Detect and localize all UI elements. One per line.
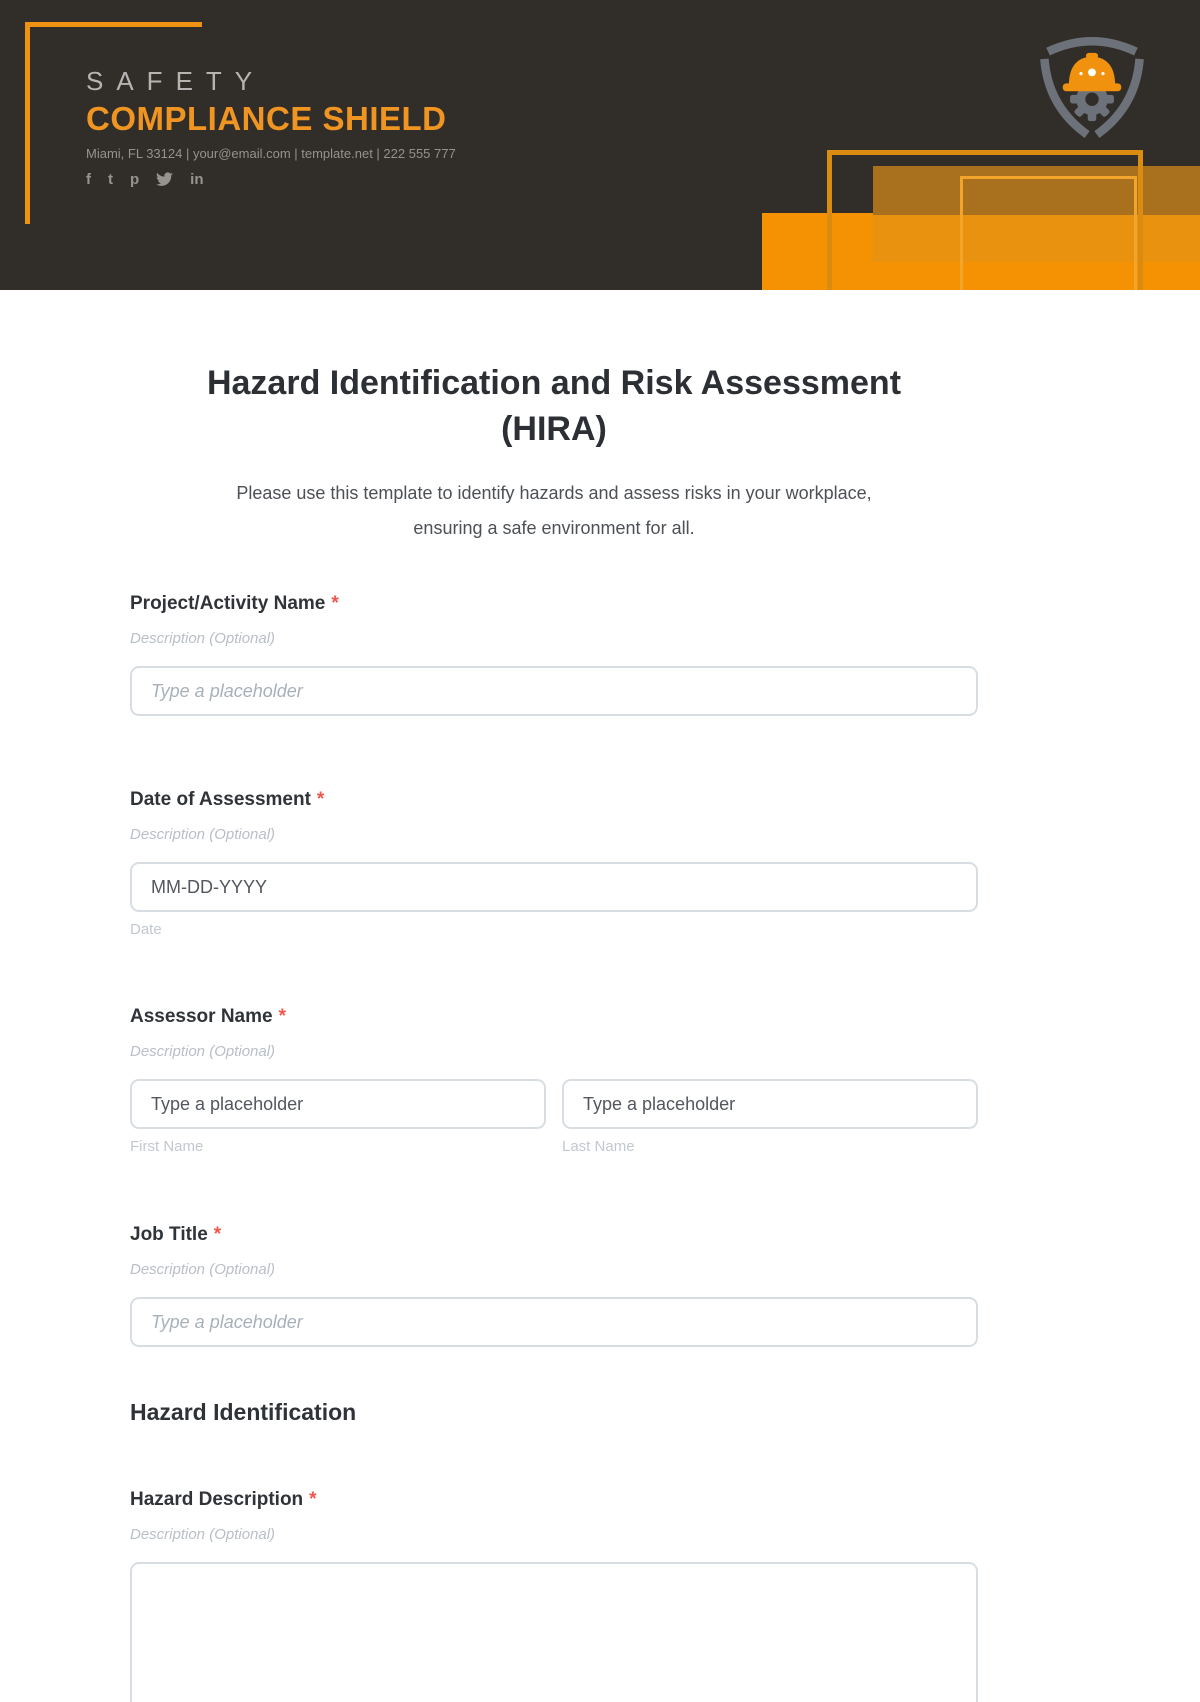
page-subtitle-line2: ensuring a safe environment for all. bbox=[413, 518, 695, 538]
pinterest-icon[interactable]: p bbox=[130, 170, 140, 188]
field-hazard-description bbox=[130, 1488, 978, 1702]
job-title-input[interactable] bbox=[130, 1297, 978, 1347]
brand-top-text: SAFETY bbox=[86, 66, 266, 96]
field-assessor-name bbox=[130, 1005, 978, 1155]
last-name-group bbox=[562, 1079, 978, 1155]
date-caption: Date bbox=[130, 921, 162, 938]
decor-rect-outline-inner bbox=[960, 176, 1137, 290]
page-subtitle bbox=[130, 476, 978, 546]
required-asterisk: * bbox=[278, 1006, 286, 1027]
last-name-caption: Last Name bbox=[562, 1138, 635, 1155]
page-title-line2: (HIRA) bbox=[501, 410, 607, 448]
first-name-input[interactable] bbox=[130, 1079, 546, 1129]
section-heading-hazard-identification: Hazard Identification bbox=[130, 1399, 357, 1425]
field-label bbox=[130, 788, 978, 812]
twitter-icon[interactable] bbox=[156, 172, 173, 187]
field-job-title bbox=[130, 1223, 978, 1347]
facebook-icon[interactable]: f bbox=[86, 170, 91, 188]
first-name-group bbox=[130, 1079, 546, 1155]
page-subtitle-line1: Please use this template to identify hazards and assess risks in your workplace, bbox=[236, 483, 872, 503]
corner-bracket-horizontal bbox=[25, 22, 202, 27]
field-description: Description (Optional) bbox=[130, 630, 276, 647]
field-date-of-assessment bbox=[130, 788, 978, 938]
field-description: Description (Optional) bbox=[130, 1526, 276, 1543]
field-description: Description (Optional) bbox=[130, 826, 276, 843]
linkedin-icon[interactable]: in bbox=[190, 170, 204, 188]
field-description: Description (Optional) bbox=[130, 1261, 276, 1278]
last-name-input[interactable] bbox=[562, 1079, 978, 1129]
field-label bbox=[130, 1005, 978, 1029]
field-label bbox=[130, 1223, 978, 1247]
header-banner bbox=[0, 0, 1200, 290]
field-label-text: Project/Activity Name bbox=[130, 593, 326, 614]
required-asterisk: * bbox=[309, 1489, 317, 1510]
field-description: Description (Optional) bbox=[130, 1043, 276, 1060]
brand-block bbox=[86, 66, 456, 187]
brand-contact-line: Miami, FL 33124 | your@email.com | template.net | 222 555 777 bbox=[86, 146, 456, 161]
field-label-text: Hazard Description bbox=[130, 1489, 304, 1510]
field-label-text: Job Title bbox=[130, 1224, 208, 1245]
required-asterisk: * bbox=[331, 593, 339, 614]
required-asterisk: * bbox=[316, 789, 325, 810]
first-name-caption: First Name bbox=[130, 1138, 204, 1155]
field-label-text: Date of Assessment bbox=[130, 789, 311, 810]
corner-bracket-vertical bbox=[25, 22, 30, 224]
brand-main-text: COMPLIANCE SHIELD bbox=[86, 100, 447, 137]
social-icons-row bbox=[86, 172, 456, 187]
date-of-assessment-input[interactable] bbox=[130, 862, 978, 912]
field-label-text: Assessor Name bbox=[130, 1006, 273, 1027]
hardhat-icon bbox=[1063, 53, 1122, 91]
field-label bbox=[130, 592, 978, 616]
field-project-activity-name bbox=[130, 592, 978, 716]
field-label bbox=[130, 1488, 978, 1512]
page-title-line1: Hazard Identification and Risk Assessment bbox=[206, 364, 902, 402]
project-activity-name-input[interactable] bbox=[130, 666, 978, 716]
required-asterisk: * bbox=[213, 1224, 222, 1245]
page-title bbox=[130, 360, 978, 452]
hazard-description-input[interactable] bbox=[130, 1562, 978, 1702]
name-inputs-row bbox=[130, 1079, 978, 1155]
shield-hardhat-gear-logo bbox=[1028, 26, 1156, 148]
tumblr-icon[interactable]: t bbox=[108, 170, 113, 188]
